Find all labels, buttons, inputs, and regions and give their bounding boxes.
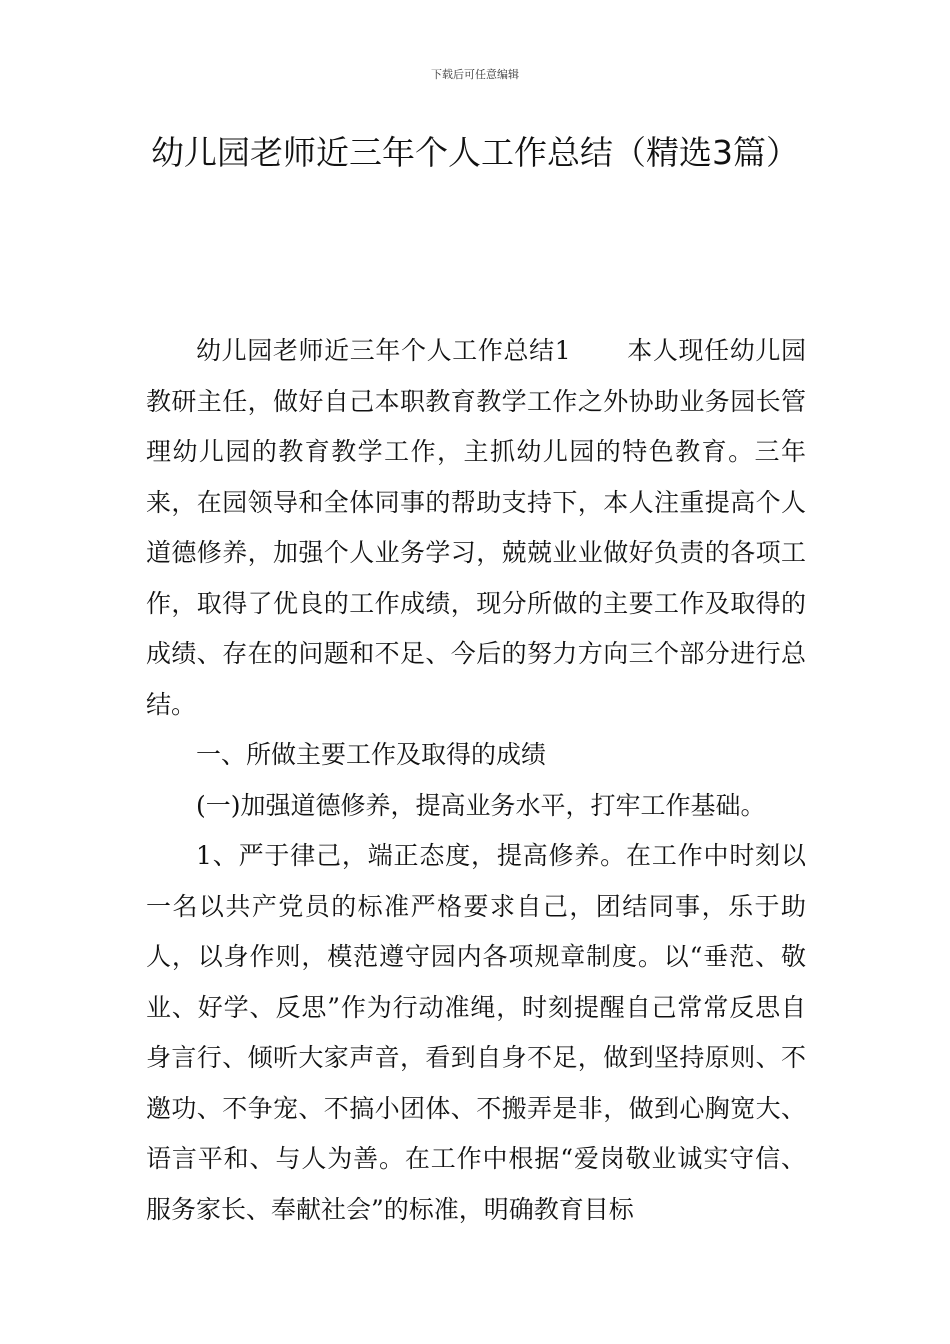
header-note: 下载后可任意编辑 [431, 68, 519, 81]
subsection-heading-1: (一)加强道德修养，提高业务水平，打牢工作基础。 [196, 790, 766, 820]
item-paragraph-1: 1、严于律己，端正态度，提高修养。在工作中时刻以一名以共产党员的标准严格要求自己，团结同事，乐于助人，以身作则，模范遵守园内各项规章制度。以“垂范、敬业、好学、反思”作为行动准绳，时刻提醒自己常常反思自身言行、倾听大家声音，看到自身不足，做到坚持原则、不邀功、不争宠、不搞小团体、不搬弄是非，做到心胸宽大、语言平和、与人为善。在工作中根据“爱岗敬业诚实守信、服务家长、奉献社会”的标准，明确教育目标 [146, 841, 806, 1224]
document-body [146, 326, 806, 1235]
section-heading-1: 一、所做主要工作及取得的成绩 [196, 740, 547, 769]
intro-paragraph [146, 326, 806, 730]
intro-text: 本人现任幼儿园教研主任，做好自己本职教育教学工作之外协助业务园长管理幼儿园的教育教学工作，主抓幼儿园的特色教育。三年来，在园领导和全体同事的帮助支持下，本人注重提高个人道德修养，加强个人业务学习，兢兢业业做好负责的各项工作，取得了优良的工作成绩，现分所做的主要工作及取得的成绩、存在的问题和不足、今后的努力方向三个部分进行总结。 [146, 336, 806, 719]
intro-heading: 幼儿园老师近三年个人工作总结1 [196, 336, 571, 365]
document-title: 幼儿园老师近三年个人工作总结（精选3篇） [151, 133, 799, 172]
